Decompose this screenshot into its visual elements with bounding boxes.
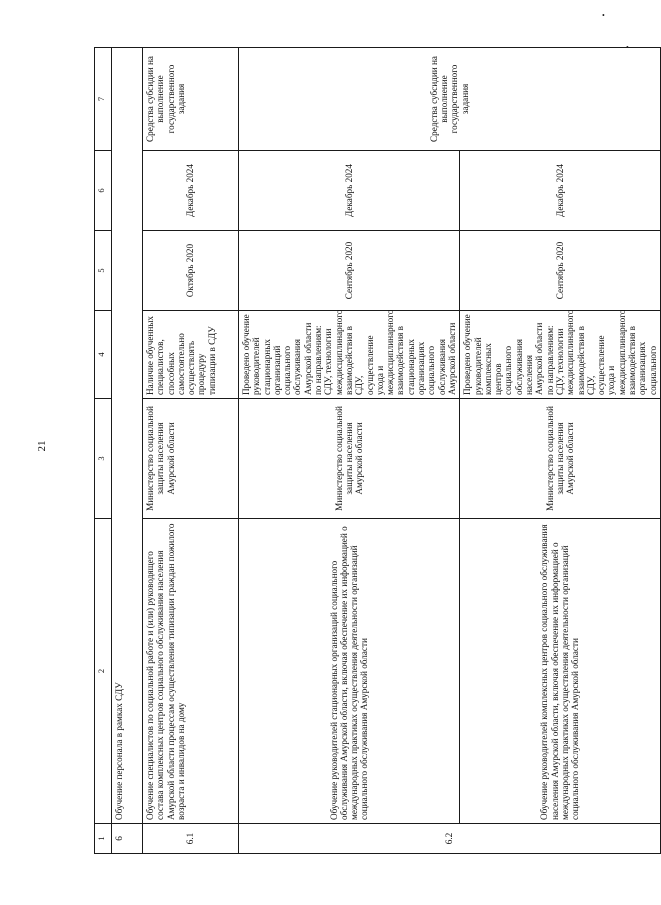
plan-table bbox=[94, 47, 661, 854]
section-number: 6 bbox=[112, 824, 143, 854]
funding-source: Средства субсидии на выполнение государственного задания bbox=[239, 48, 661, 151]
measure-description: Обучение руководителей комплексных центров социального обслуживания населения Амурской области, включая обеспечение их информацией о международных практиках осуществления деятельности организаций социального обслуживания Амурской области bbox=[460, 519, 661, 824]
end-date: Декабрь 2024 bbox=[143, 151, 239, 231]
column-number: 3 bbox=[95, 399, 112, 519]
section-title: Обучение персонала в рамках СДУ bbox=[112, 48, 143, 824]
column-number: 4 bbox=[95, 311, 112, 399]
column-number: 2 bbox=[95, 519, 112, 824]
table-row bbox=[239, 48, 460, 854]
end-date: Декабрь 2024 bbox=[239, 151, 460, 231]
row-number: 6.2 bbox=[239, 824, 661, 854]
table-row bbox=[143, 48, 239, 854]
measure-description: Обучение руководителей стационарных организаций социального обслуживания Амурской области, включая обеспечение их информацией о международных практиках осуществления деятельности организаций социального обслуживания Амурской области bbox=[239, 519, 460, 824]
rotated-table-wrapper bbox=[94, 48, 658, 854]
column-number: 5 bbox=[95, 231, 112, 311]
end-date: Декабрь 2024 bbox=[460, 151, 661, 231]
expected-result: Проведено обучение руководителей стационарных организаций социального обслуживания Амурской области по направлениям: СДУ, технологии междисциплинарного взаимодействия в СДУ, осуществление ухода и междисциплинарного взаимодействия в стационарных организациях социального обслуживания Амурской области bbox=[239, 311, 460, 399]
scan-speck: • bbox=[626, 43, 629, 52]
column-number: 1 bbox=[95, 824, 112, 854]
expected-result: Проведено обучение руководителей комплексных центров социального обслуживания населения Амурской области по направлениям: СДУ, технологии междисциплинарного взаимодействия в СДУ, осуществление ухода и междисциплинарного взаимодействия в организациях социального bbox=[460, 311, 661, 399]
column-number-row bbox=[95, 48, 112, 854]
table-row bbox=[460, 48, 661, 854]
column-number: 6 bbox=[95, 151, 112, 231]
row-number: 6.1 bbox=[143, 824, 239, 854]
start-date: Сентябрь 2020 bbox=[460, 231, 661, 311]
responsible-executor: Министерство социальной защиты населения Амурской области bbox=[239, 399, 460, 519]
start-date: Октябрь 2020 bbox=[143, 231, 239, 311]
expected-result: Наличие обученных специалистов, способных самостоятельно осуществлять процедуру типизации в СДУ bbox=[143, 311, 239, 399]
scan-speck: • bbox=[602, 11, 605, 20]
column-number: 7 bbox=[95, 48, 112, 151]
measure-description: Обучение специалистов по социальной работе и (или) руководящего состава комплексных центров социального обслуживания населения Амурской области процессам осуществления типизации граждан пожилого возраста и инвалидов на дому bbox=[143, 519, 239, 824]
funding-source: Средства субсидии на выполнение государственного задания bbox=[143, 48, 239, 151]
section-row bbox=[112, 48, 143, 854]
page-number: 21 bbox=[36, 440, 48, 452]
responsible-executor: Министерство социальной защиты населения Амурской области bbox=[460, 399, 661, 519]
start-date: Сентябрь 2020 bbox=[239, 231, 460, 311]
responsible-executor: Министерство социальной защиты населения Амурской области bbox=[143, 399, 239, 519]
